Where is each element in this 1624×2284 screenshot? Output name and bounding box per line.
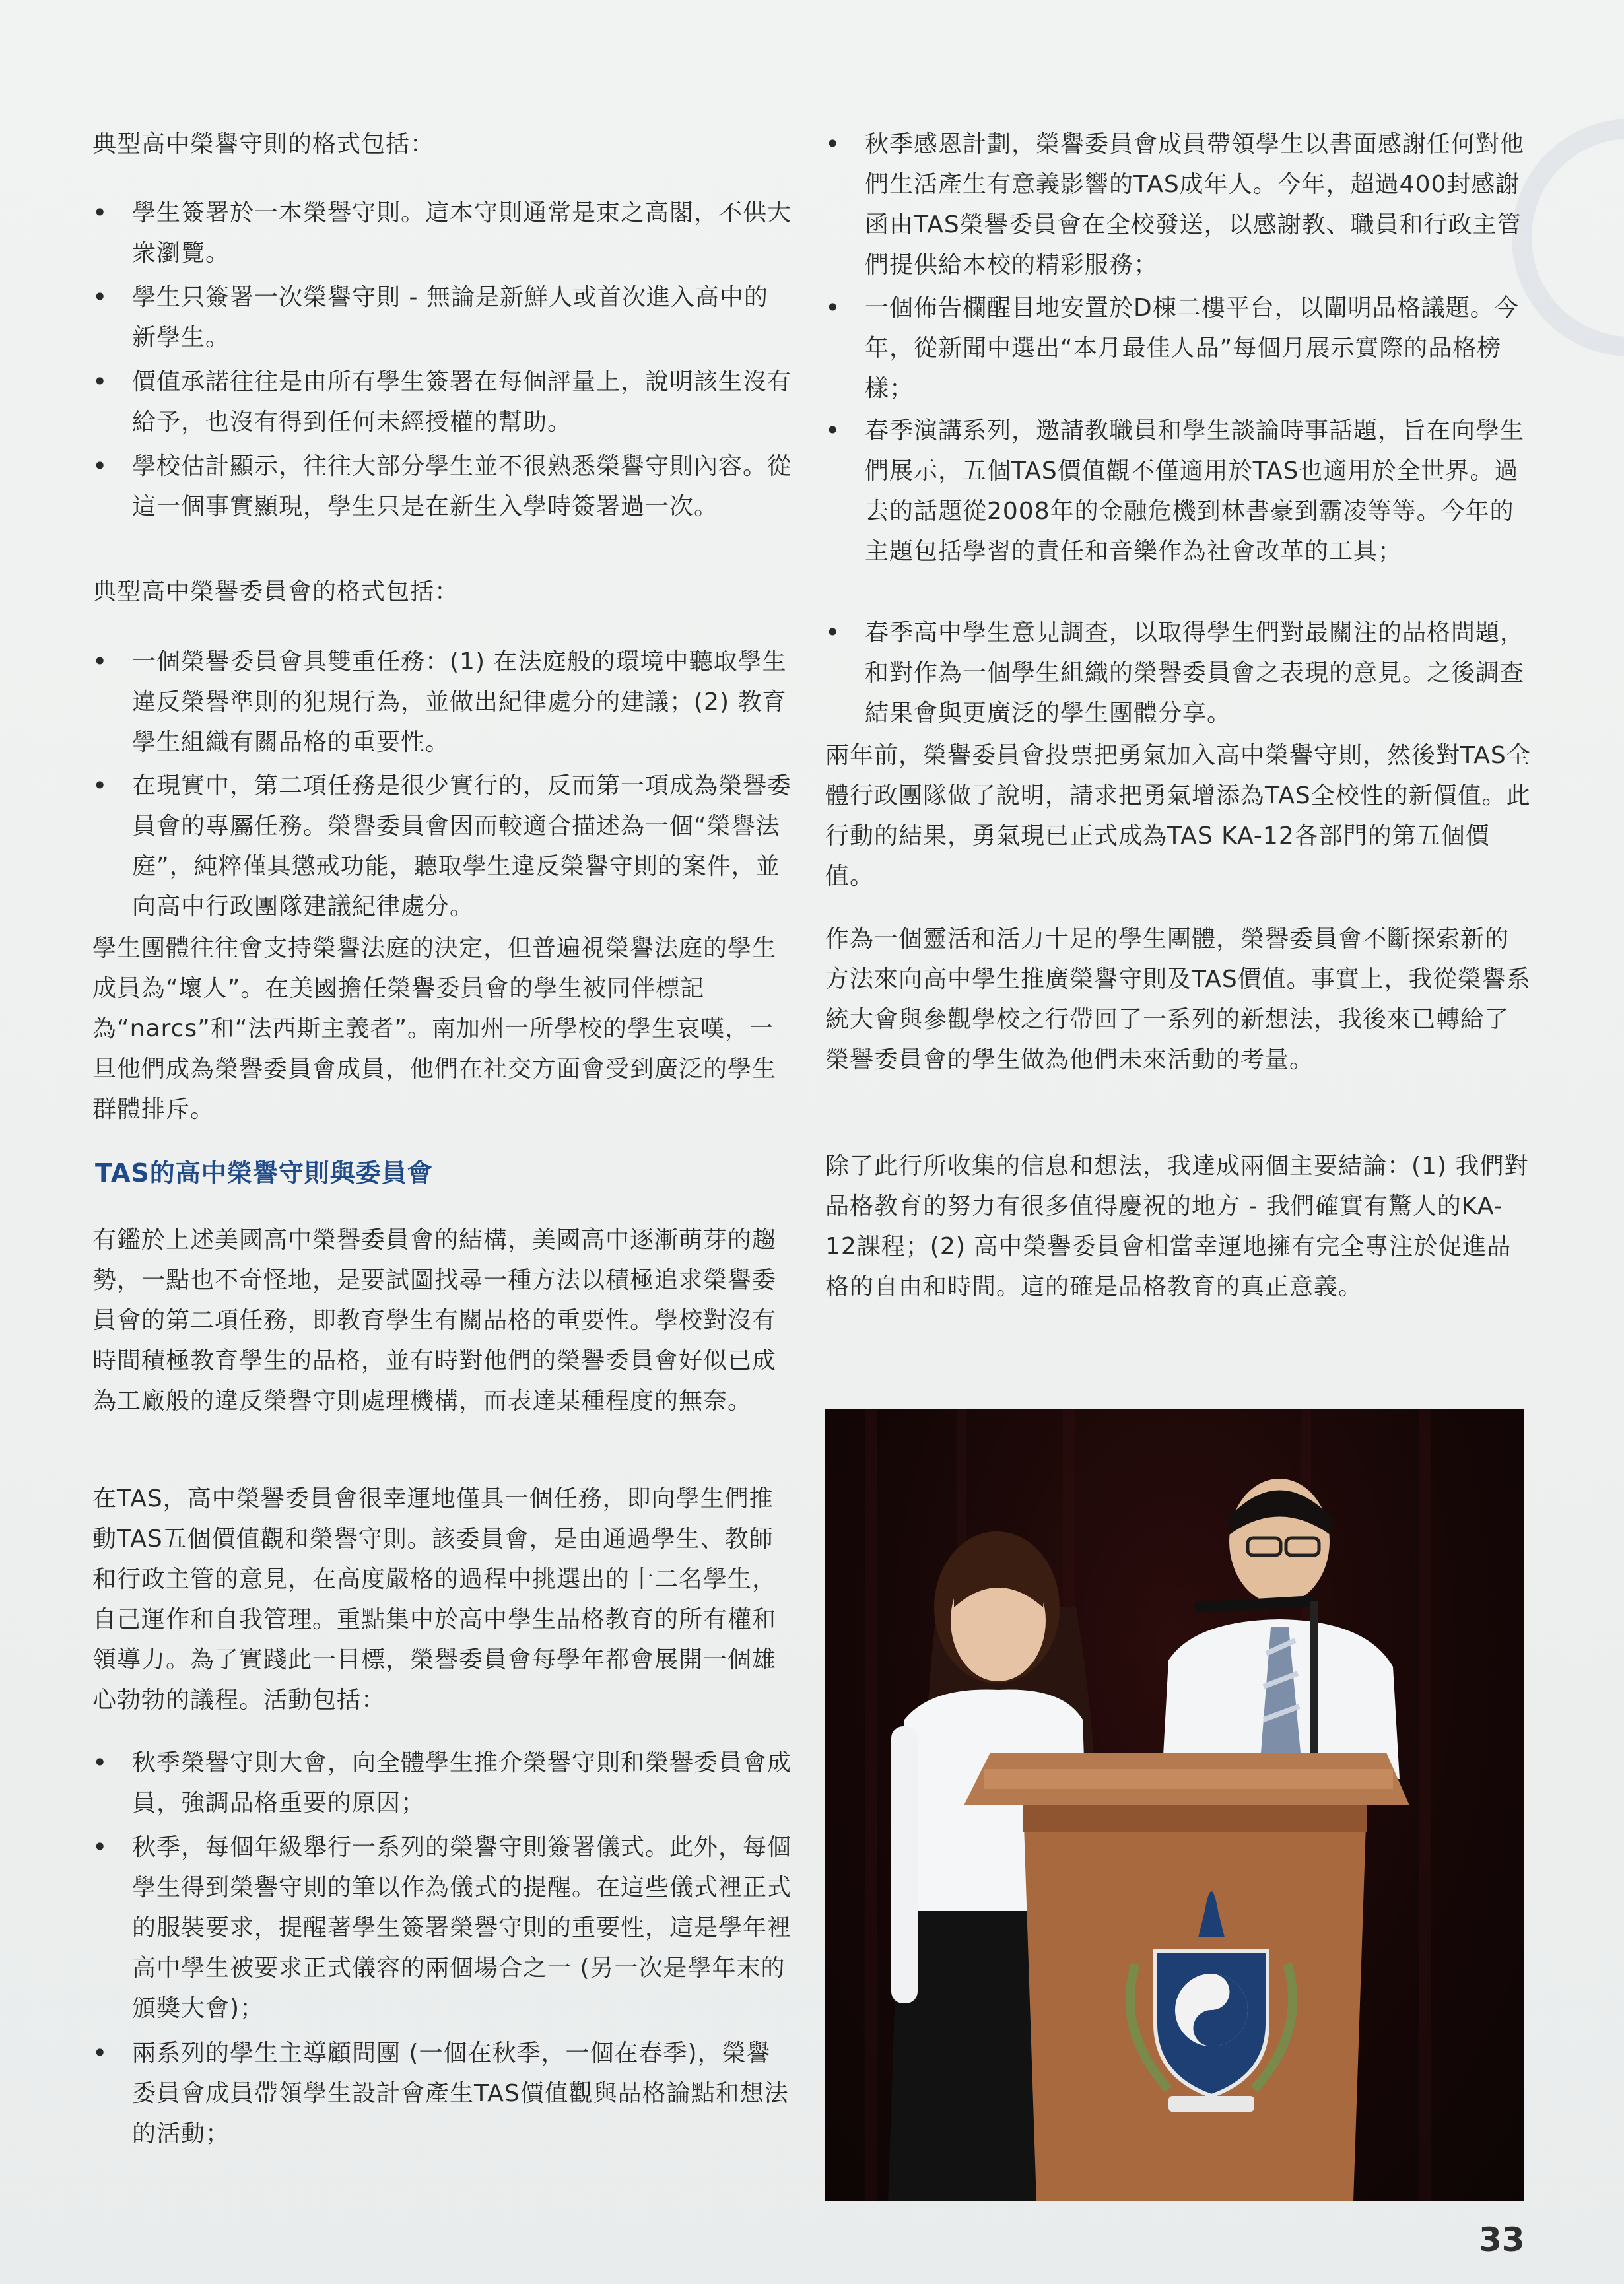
list-item: • 秋季榮譽守則大會，向全體學生推介榮譽守則和榮譽委員會成員，強調品格重要的原因；	[132, 1743, 792, 1823]
list-item: • 在現實中，第二項任務是很少實行的，反而第一項成為榮譽委員會的專屬任務。榮譽委員會因而較適合描述為一個“榮譽法庭”，純粹僅具懲戒功能，聽取學生違反榮譽守則的案件，並向高中行政團隊建議紀律處分。	[132, 766, 792, 927]
list-item: • 學生只簽署一次榮譽守則 - 無論是新鮮人或首次進入高中的新學生。	[132, 277, 792, 358]
list-item: • 秋季感恩計劃，榮譽委員會成員帶領學生以書面感謝任何對他們生活產生有意義影響的TAS成年人。今年，超過400封感謝函由TAS榮譽委員會在全校發送，以感謝教、職員和行政主管們提供給本校的精彩服務；	[865, 124, 1532, 285]
intro-honor-code: 典型高中榮譽守則的格式包括：	[92, 131, 435, 158]
paragraph-courage: 兩年前，榮譽委員會投票把勇氣加入高中榮譽守則，然後對TAS全體行政團隊做了說明，請求把勇氣增添為TAS全校性的新價值。此行動的結果，勇氣現已正式成為TAS KA-12各部門的第五個價值。	[825, 742, 1531, 890]
list-item: • 學校估計顯示，往往大部分學生並不很熟悉榮譽守則內容。從這一個事實顯現，學生只是在新生入學時簽署過一次。	[132, 446, 792, 527]
podium-scene-illustration	[825, 1409, 1524, 2201]
list-item: • 秋季，每個年級舉行一系列的榮譽守則簽署儀式。此外，每個學生得到榮譽守則的筆以作為儀式的提醒。在這些儀式裡正式的服裝要求，提醒著學生簽署榮譽守則的重要性，這是學年裡高中學生被要求正式儀容的兩個場合之一 (另一次是學年末的頒獎大會)；	[132, 1827, 792, 2029]
list-item: • 一個佈告欄醒目地安置於D棟二樓平台，以闡明品格議題。今年，從新聞中選出“本月最佳人品”每個月展示實際的品格榜樣；	[865, 288, 1532, 409]
student-boy	[1162, 1479, 1400, 1779]
paragraph-student-body: 學生團體往往會支持榮譽法庭的決定，但普遍視榮譽法庭的學生成員為“壞人”。在美國擔任榮譽委員會的學生被同伴標記為“narcs”和“法西斯主義者”。南加州一所學校的學生哀嘆，一旦他們成為榮譽委員會成員，他們在社交方面會受到廣泛的學生群體排斥。	[92, 935, 777, 1123]
page-number: 33	[1479, 2221, 1525, 2259]
list-item: • 兩系列的學生主導顧問團 (一個在秋季，一個在春季)，榮譽委員會成員帶領學生設計會產生TAS價值觀與品格論點和想法的活動；	[132, 2033, 792, 2154]
list-item: • 春季演講系列，邀請教職員和學生談論時事話題，旨在向學生們展示，五個TAS價值觀不僅適用於TAS也適用於全世界。過去的話題從2008年的金融危機到林書豪到霸凌等等。今年的主題包括學習的責任和音樂作為社會改革的工具；	[865, 411, 1532, 572]
list-item: • 一個榮譽委員會具雙重任務：(1) 在法庭般的環境中聽取學生違反榮譽準則的犯規行為，並做出紀律處分的建議；(2) 教育學生組織有關品格的重要性。	[132, 642, 792, 762]
paragraph-trend: 有鑑於上述美國高中榮譽委員會的結構，美國高中逐漸萌芽的趨勢，一點也不奇怪地，是要試圖找尋一種方法以積極追求榮譽委員會的第二項任務，即教育學生有關品格的重要性。學校對沒有時間積極教育學生的品格，並有時對他們的榮譽委員會好似已成為工廠般的違反榮譽守則處理機構，而表達某種程度的無奈。	[92, 1226, 777, 1415]
section-heading: TAS的高中榮譽守則與委員會	[95, 1159, 433, 1188]
photo-students-at-podium	[825, 1409, 1524, 2201]
paragraph-conclusion: 除了此行所收集的信息和想法，我達成兩個主要結論：(1) 我們對品格教育的努力有很多值得慶祝的地方 - 我們確實有驚人的KA-12課程；(2) 高中榮譽委員會相當幸運地擁有完全專注於促進品格的自由和時間。這的確是品格教育的真正意義。	[825, 1153, 1529, 1300]
list-item: • 學生簽署於一本榮譽守則。這本守則通常是束之高閣，不供大衆瀏覽。	[132, 193, 792, 273]
paragraph-explore: 作為一個靈活和活力十足的學生團體，榮譽委員會不斷探索新的方法來向高中學生推廣榮譽守則及TAS價值。事實上，我從榮譽系統大會與參觀學校之行帶回了一系列的新想法，我後來已轉給了榮譽委員會的學生做為他們未來活動的考量。	[825, 925, 1531, 1073]
intro-honor-council: 典型高中榮譽委員會的格式包括：	[92, 578, 459, 605]
list-item: • 價值承諾往往是由所有學生簽署在每個評量上，說明該生沒有給予，也沒有得到任何未經授權的幫助。	[132, 362, 792, 442]
list-item: • 春季高中學生意見調查，以取得學生們對最關注的品格問題，和對作為一個學生組織的榮譽委員會之表現的意見。之後調查結果會與更廣泛的學生團體分享。	[865, 613, 1532, 733]
paragraph-tas-council: 在TAS，高中榮譽委員會很幸運地僅具一個任務，即向學生們推動TAS五個價值觀和榮譽守則。該委員會，是由通過學生、教師和行政主管的意見，在高度嚴格的過程中挑選出的十二名學生，自己運作和自我管理。重點集中於高中學生品格教育的所有權和領導力。為了實踐此一目標，榮譽委員會每學年都會展開一個雄心勃勃的議程。活動包括：	[92, 1485, 777, 1714]
